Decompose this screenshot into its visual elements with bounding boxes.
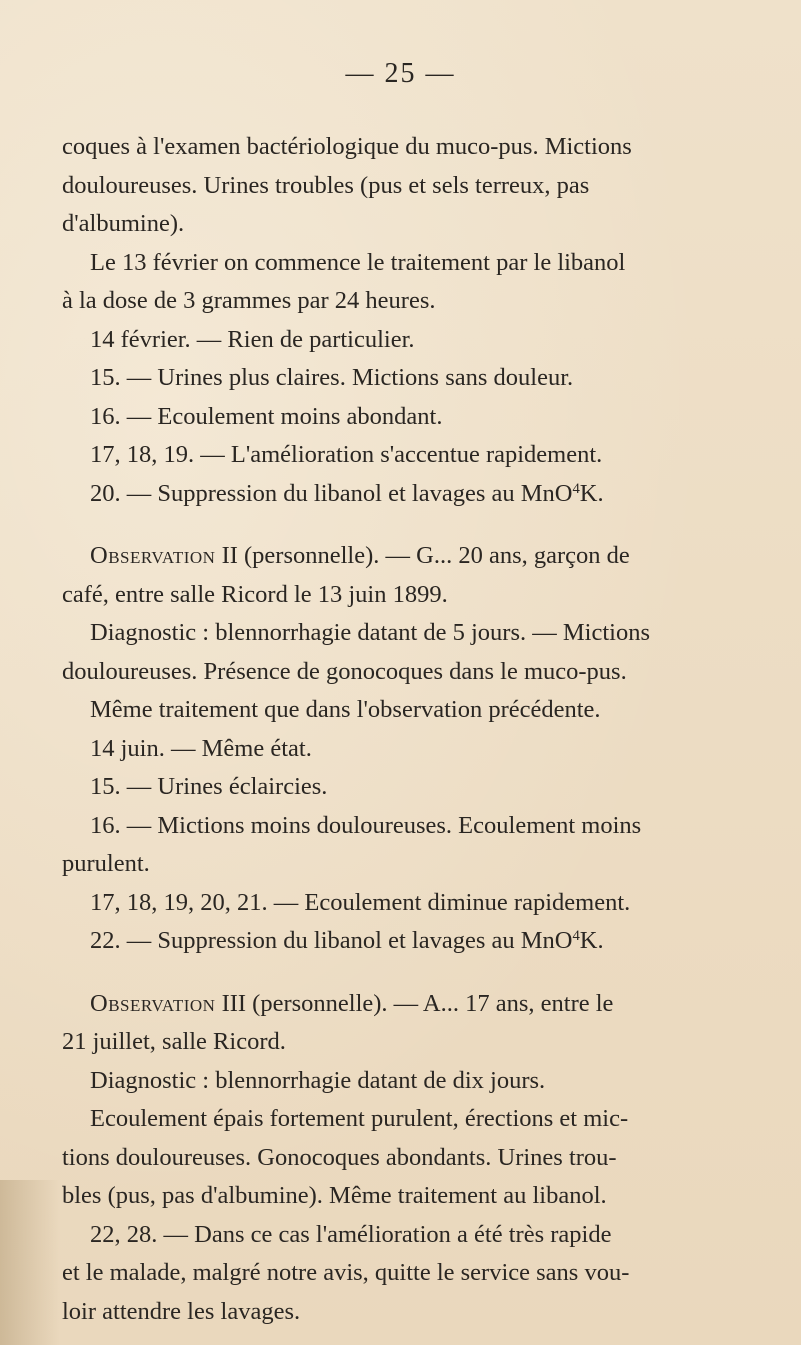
- chemical-subscript: 4: [572, 480, 580, 497]
- observation-heading: Observation: [90, 542, 216, 569]
- text-line: [62, 1177, 722, 1216]
- text-line: [62, 614, 722, 653]
- line-text: K.: [579, 479, 604, 507]
- text-line: [62, 167, 722, 206]
- text-line: [62, 475, 722, 514]
- line-text: café, entre salle Ricord le 13 juin 1899.: [62, 580, 448, 608]
- line-text: 17, 18, 19, 20, 21. — Ecoulement diminue rapidement.: [90, 888, 631, 916]
- line-text: douloureuses. Urines troubles (pus et sels terreux, pas: [62, 171, 590, 199]
- text-line: [62, 321, 722, 360]
- text-line: [62, 1216, 722, 1255]
- text-line: [62, 537, 722, 576]
- text-line: [62, 691, 722, 730]
- paragraph-gap: [62, 513, 722, 537]
- line-text: II (personnelle). — G... 20 ans, garçon de: [215, 542, 630, 569]
- line-text: Diagnostic : blennorrhagie datant de 5 jours. — Mictions: [90, 619, 650, 646]
- text-line: [62, 1293, 722, 1332]
- text-line: [62, 884, 722, 923]
- line-text: Le 13 février on commence le traitement par le libanol: [90, 248, 626, 276]
- text-line: [62, 1254, 722, 1293]
- text-line: [62, 768, 722, 807]
- line-text: 15. — Urines plus claires. Mictions sans douleur.: [90, 364, 574, 391]
- text-line: [62, 282, 722, 321]
- text-line: [62, 244, 722, 283]
- line-text: 22. — Suppression du libanol et lavages au MnO: [90, 927, 573, 954]
- line-text: 16. — Ecoulement moins abondant.: [90, 402, 443, 430]
- line-text: Diagnostic : blennorrhagie datant de dix jours.: [90, 1066, 546, 1094]
- line-text: d'albumine).: [62, 210, 185, 237]
- text-line: [62, 922, 722, 961]
- line-text: coques à l'examen bactériologique du muco-pus. Mictions: [62, 133, 632, 160]
- text-line: [62, 730, 722, 769]
- line-text: 17, 18, 19. — L'amélioration s'accentue rapidement.: [90, 441, 603, 468]
- line-text: 14 juin. — Même état.: [90, 734, 312, 762]
- line-text: 14 février. — Rien de particulier.: [90, 325, 415, 353]
- line-text: loir attendre les lavages.: [62, 1297, 301, 1325]
- page-stain: [0, 1180, 60, 1345]
- chemical-subscript: 4: [572, 927, 580, 944]
- line-text: 15. — Urines éclaircies.: [90, 773, 328, 800]
- observation-heading: Observation: [90, 989, 216, 1017]
- text-line: [62, 205, 722, 244]
- text-line: [62, 1023, 722, 1062]
- text-line: [62, 398, 722, 437]
- text-line: [62, 436, 722, 475]
- line-text: Même traitement que dans l'observation précédente.: [90, 696, 601, 723]
- text-line: [62, 1062, 722, 1101]
- text-line: [62, 653, 722, 692]
- line-text: tions douloureuses. Gonocoques abondants. Urines trou-: [62, 1143, 617, 1171]
- line-text: 16. — Mictions moins douloureuses. Ecoulement moins: [90, 811, 642, 839]
- text-line: [62, 128, 722, 167]
- text-line: [62, 985, 722, 1024]
- line-text: douloureuses. Présence de gonocoques dans le muco-pus.: [62, 657, 627, 685]
- line-text: 21 juillet, salle Ricord.: [62, 1028, 286, 1055]
- page-number: — 25 —: [345, 58, 456, 89]
- text-line: [62, 807, 722, 846]
- line-text: purulent.: [62, 850, 150, 877]
- text-line: [62, 1100, 722, 1139]
- text-line: [62, 576, 722, 615]
- line-text: à la dose de 3 grammes par 24 heures.: [62, 287, 436, 314]
- line-text: et le malade, malgré notre avis, quitte le service sans vou-: [62, 1259, 630, 1286]
- text-line: [62, 845, 722, 884]
- paragraph-gap: [62, 961, 722, 985]
- text-line: [62, 1139, 722, 1178]
- line-text: 22, 28. — Dans ce cas l'amélioration a été très rapide: [90, 1220, 612, 1248]
- line-text: K.: [579, 927, 604, 954]
- line-text: bles (pus, pas d'albumine). Même traitement au libanol.: [62, 1182, 607, 1209]
- line-text: Ecoulement épais fortement purulent, érections et mic-: [90, 1105, 629, 1132]
- line-text: III (personnelle). — A... 17 ans, entre le: [215, 989, 614, 1017]
- text-line: [62, 359, 722, 398]
- line-text: 20. — Suppression du libanol et lavages au MnO: [90, 479, 573, 507]
- body-text: [62, 128, 722, 1331]
